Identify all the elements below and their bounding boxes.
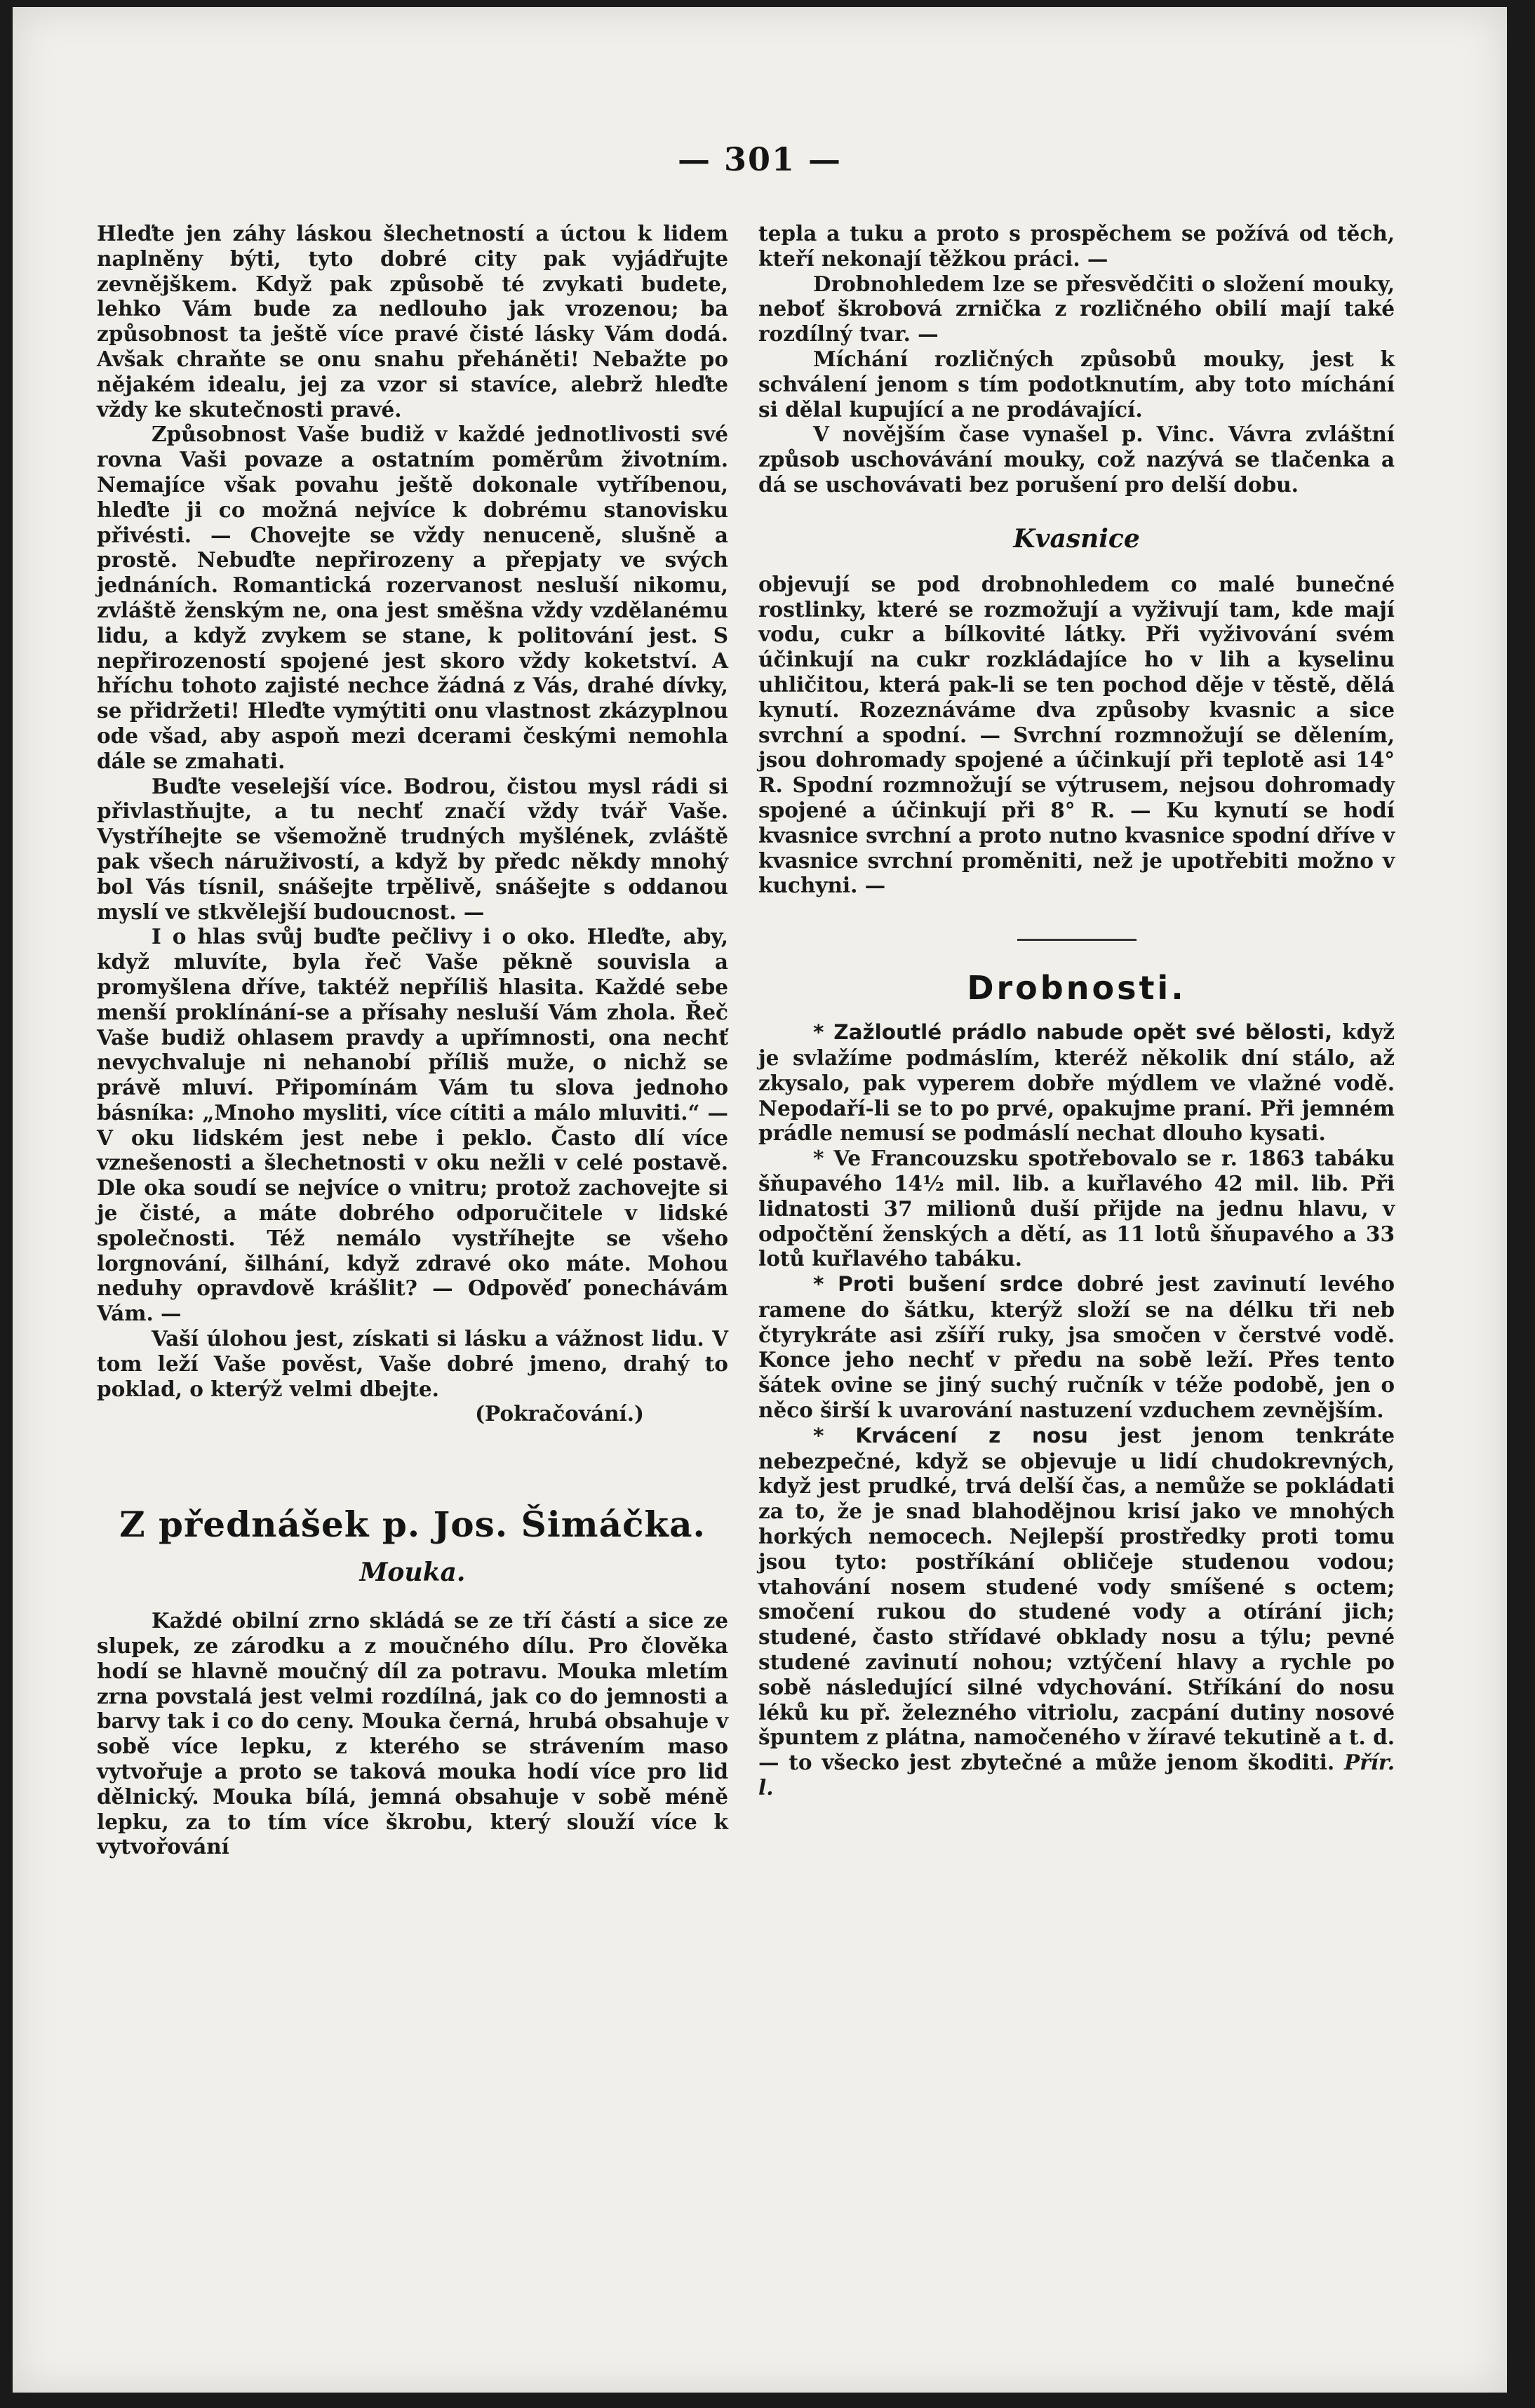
continuation-note: (Pokračování.) [475,1401,644,1426]
paragraph: Buďte veselejší více. Bodrou, čistou mysl rádi si přivlastňujte, a tu nechť značí vždy tvář Vaše. Vystříhejte se všemožně trudných myšlének, zvláště pak všech náruživostí, a když by předc někdy mnohý bol Vás tísnil, snášejte trpělivě, snášejte s oddanou myslí ve stkvělejší budoucnost. — [97,773,728,924]
section-title: Z přednášek p. Jos. Šimáčka. [119,1504,706,1546]
news-item [758,1423,1395,1800]
right-column [758,221,1395,1800]
paragraph: V novějším čase vynašel p. Vinc. Vávra zvláštní způsob uschovávání mouky, což nazývá se tlačenka a dá se uschovávati bez porušení pro delší dobu. [758,422,1395,497]
paragraph: Míchání rozličných způsobů mouky, jest k schválení jenom s tím podotknutím, aby toto míchání si dělal kupující a ne prodávající. [758,346,1395,422]
news-item [758,1271,1395,1423]
news-item-lead: * Krvácení z nosu [813,1423,1088,1447]
newspaper-page [13,7,1507,2393]
paragraph: I o hlas svůj buďte pečlivy i o oko. Hleďte, aby, když mluvíte, byla řeč Vaše pěkně souvisla a promyšlena dříve, taktéž nepříliš hlasita. Každé sebe menší proklínání-se a přísahy nesluší Vám zhola. Řeč Vaše budiž ohlasem pravdy a upřímnosti, ona nechť nevychvaluje ni nehanobí příliš muže, o nichž se právě mluví. Připomínám Vám tu slova jednoho básníka: „Mnoho mysliti, více cítiti a málo mluviti.“ — V oku lidském jest nebe i peklo. Často dlí více vznešenosti a šlechetnosti v oku nežli v celé postavě. Dle oka soudí se nejvíce o vnitru; protož zachovejte si je čisté, a máte dobrého odporučitele v lidské společnosti. Též nemálo vystříhejte se všeho lorgnování, šilhání, když zdravé oko máte. Mohou neduhy opravdově krášlit? — Odpověď ponechávám Vám. — [97,924,728,1326]
paragraph: Vaší úlohou jest, získati si lásku a vážnost lidu. V tom leží Vaše pověst, Vaše dobré jmeno, drahý to poklad, o kterýž velmi dbejte. [97,1326,728,1401]
news-item-lead: * Proti bušení srdce [813,1272,1064,1297]
signature: Přír. l. [758,1750,1395,1800]
section-divider [1017,939,1137,941]
section-subtitle: Mouka. [359,1558,466,1588]
paragraph: Každé obilní zrno skládá se ze tří částí a sice ze slupek, ze zárodku a z moučného dílu. Pro člověka hodí se hlavně moučný díl za potravu. Mouka mletím zrna povstalá jest velmi rozdílná, jak co do jemnosti a barvy tak i co do ceny. Mouka černá, hrubá obsahuje v sobě více lepku, z kterého se strávením maso vytvořuje a proto se taková mouka hodí více pro lid dělnický. Mouka bílá, jemná obsahuje v sobě méně lepku, za to tím více škrobu, který slouží více k vytvořování [97,1608,728,1859]
news-item-lead: * Ve Francouzsku spotřebovalo se r. 1863 [813,1146,1305,1171]
news-item-text: tabáku šňupavého 14½ mil. lib. a kuřlavého 42 mil. lib. Při lidnatosti 37 milionů duší přijde na jednu hlavu, v odpočtění ženských a dětí, as 11 lotů šňupavého a 33 lotů kuřlavého tabáku. [758,1146,1395,1271]
news-item [758,1019,1395,1146]
news-item-text: jest jenom tenkráte nebezpečné, když se objevuje u lidí chudokrevných, když jest prudké, trvá delší čas, a nemůže se pokládati za to, že je snad blahodějnou krisí jako ve mnohých horkých nemocech. Nejlepší prostředky proti tomu jsou tyto: postříkání obličeje studenou vodou; vtahování nosem studené vody smíšené s octem; smočení rukou do studené vody a otírání jich; studené, často střídavé obklady nosu a týlu; pevné studené zavinutí nohou; vztýčení hlavy a rychle po sobě následující silné vdychování. Stříkání do nosu léků ku př. železného vitriolu, zacpání dutiny nosové špuntem z plátna, namočeného v žíravé tekutině a t. d. — to všecko jest zbytečné a může jenom škoditi. [758,1422,1395,1775]
news-item [758,1146,1395,1271]
news-item-text: dobré jest zavinutí levého ramene do šátku, kterýž složí se na délku tři neb čtyrykráte asi zšíří ruky, jsa smočen v čerstvé vodě. Konce jeho nechť v předu na sobě leží. Přes tento šátek ovine se jiný suchý ručník v téže podobě, jen o něco širší k uvarování nastuzení vzduchem zevnějším. [758,1271,1395,1423]
drobnosti-heading: Drobnosti. [967,969,1186,1008]
paragraph: tepla a tuku a proto s prospěchem se požívá od těch, kteří nekonají těžkou práci. — [758,221,1395,271]
left-column [97,221,728,1859]
paragraph: Způsobnost Vaše budiž v každé jednotlivosti své rovna Vaši povaze a ostatním poměrům životním. Nemajíce však povahu ještě dokonale vytříbenou, hleďte ji co možná nejvíce k dobrému stanovisku přivésti. — Chovejte se vždy nenuceně, slušně a prostě. Nebuďte nepřirozeny a přepjaty ve svých jednáních. Romantická rozervanost nesluší nikomu, zvláště ženským ne, ona jest směšna vždy vzdělanému lidu, a když zvykem se stane, k politování jest. S nepřirozeností spojené jest skoro vždy koketství. A hříchu tohoto zajisté nechce žádná z Vás, drahé dívky, se přidržeti! Hleďte vymýtiti onu vlastnost zkázyplnou ode všad, aby aspoň mezi dcerami českými nemohla dále se zmahati. [97,422,728,773]
news-item-lead: * Zažloutlé prádlo nabude opět své bělosti, [813,1020,1333,1045]
page-number: — 301 — [677,140,843,178]
paragraph: Hleďte jen záhy láskou šlechetností a úctou k lidem naplněny býti, tyto dobré city pak vyjádřujte zevnějškem. Když pak způsobě té zvykati budete, lehko Vám bude za nedlouho jak vrozenou; ba způsobnost ta ještě více pravé čisté lásky Vám dodá. Avšak chraňte se onu snahu přeháněti! Nebažte po nějakém idealu, jej za vzor si stavíce, alebrž hleďte vždy ke skutečnosti pravé. [97,221,728,422]
kvasnice-heading: Kvasnice [1013,523,1140,554]
news-item-text: když je svlažíme podmáslím, kteréž několik dní stálo, až zkysalo, pak vyperem dobře mýdlem ve vlažné vodě. Nepodaří-li se to po prvé, opakujme praní. Při jemném prádle nemusí se podmáslí nechat dlouho kysati. [758,1019,1395,1146]
paragraph: Drobnohledem lze se přesvědčiti o složení mouky, neboť škrobová zrnička z rozličného obilí mají také rozdílný tvar. — [758,271,1395,347]
paragraph: objevují se pod drobnohledem co malé bunečné rostlinky, které se rozmožují a vyživují tam, kde mají vodu, cukr a bílkovité látky. Při vyživování svém účinkují na cukr rozkládajíce ho v lih a kyselinu uhličitou, která pak-li se ten pochod děje v těstě, dělá kynutí. Rozeznáváme dva způsoby kvasnic a sice svrchní a spodní. — Svrchní rozmnožují se dělením, jsou dohromady spojené a účinkují při teplotě asi 14° R. Spodní rozmnožují se výtrusem, nejsou dohromady spojené a účinkují při 8° R. — Ku kynutí se hodí kvasnice svrchní a proto nutno kvasnice spodní dříve v kvasnice svrchní proměniti, než je upotřebiti možno v kuchyni. — [758,571,1395,898]
